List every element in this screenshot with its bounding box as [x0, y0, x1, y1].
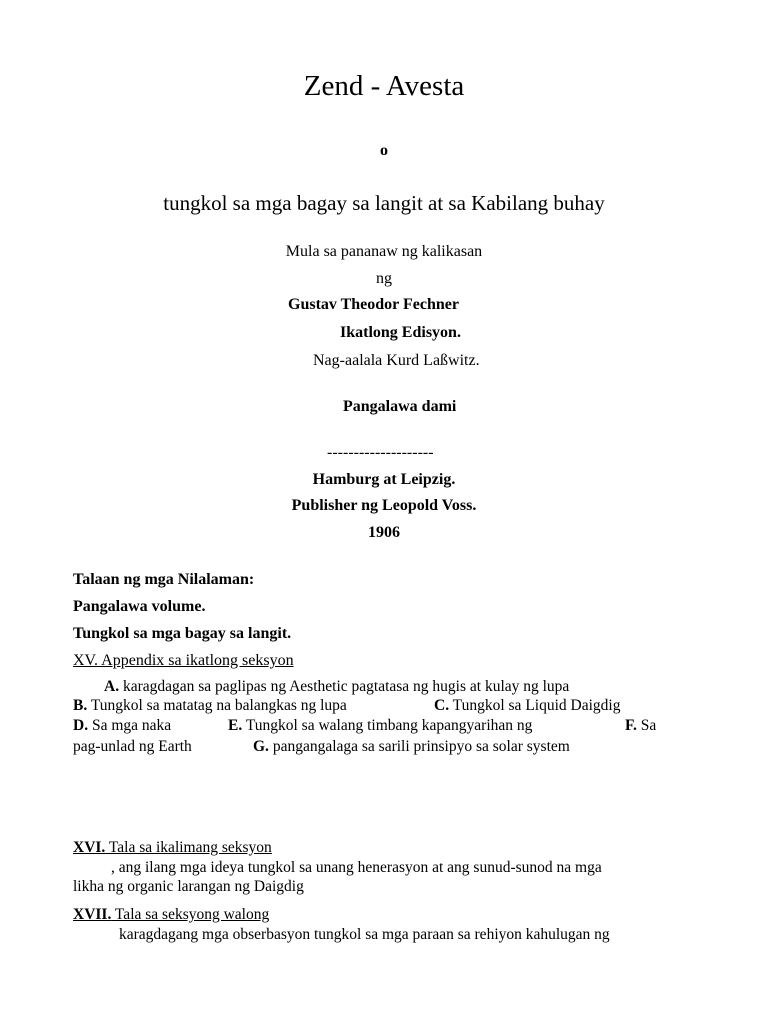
- editor-line: Nag-aalala Kurd Laßwitz.: [313, 352, 480, 369]
- section-xvii-numeral: XVII.: [73, 906, 112, 923]
- item-letter-g: G.: [253, 738, 269, 755]
- item-letter-d: D.: [73, 717, 89, 734]
- author-name: Gustav Theodor Fechner: [288, 296, 459, 313]
- publisher-line: Publisher ng Leopold Voss.: [291, 497, 477, 514]
- title-conjunction: o: [380, 142, 388, 159]
- toc-xv-line-1: [104, 678, 569, 696]
- by-line: ng: [376, 270, 392, 287]
- item-text-d: Sa mga naka: [88, 717, 172, 734]
- item-letter-b: B.: [73, 697, 88, 714]
- toc-section-xvii-heading: [73, 906, 269, 924]
- toc-xvi-line-1: , ang ilang mga ideya tungkol sa unang henerasyon at ang sunud-sunod na mga: [111, 859, 602, 876]
- item-letter-e: E.: [228, 717, 243, 734]
- item-text-e: Tungkol sa walang timbang kapangyarihan ng: [242, 717, 533, 734]
- item-text-a: karagdagan sa paglipas ng Aesthetic pagtatasa ng hugis at kulay ng lupa: [119, 678, 570, 695]
- toc-xv-line-4-left: [73, 738, 192, 756]
- toc-part-title: Tungkol sa mga bagay sa langit.: [73, 625, 292, 642]
- section-xvii-title: Tala sa seksyong walong: [111, 906, 270, 923]
- item-text-g: pangangalaga sa sarili prinsipyo sa solar system: [268, 738, 570, 755]
- document-subtitle: tungkol sa mga bagay sa langit at sa Kabilang buhay: [163, 191, 605, 215]
- toc-xv-line-3-middle: [228, 717, 532, 735]
- separator-line: --------------------: [327, 444, 434, 461]
- publication-place: Hamburg at Leipzig.: [312, 471, 456, 488]
- item-letter-a: A.: [104, 678, 120, 695]
- toc-xv-line-4-right: [253, 738, 570, 756]
- toc-section-xv-heading: XV. Appendix sa ikatlong seksyon: [73, 652, 294, 669]
- toc-section-xvi-heading: [73, 839, 272, 857]
- item-letter-c: C.: [434, 697, 450, 714]
- toc-xv-line-2-right: [434, 697, 620, 715]
- item-text-b: Tungkol sa matatag na balangkas ng lupa: [87, 697, 347, 714]
- volume-line: Pangalawa dami: [343, 398, 457, 415]
- perspective-line: Mula sa pananaw ng kalikasan: [285, 243, 483, 260]
- toc-xvi-line-2: likha ng organic larangan ng Daigdig: [73, 878, 304, 895]
- toc-volume: Pangalawa volume.: [73, 598, 206, 615]
- toc-xv-line-3-left: [73, 717, 171, 735]
- edition-line: Ikatlong Edisyon.: [340, 324, 461, 341]
- section-xvi-numeral: XVI.: [73, 839, 106, 856]
- item-text-f: Sa: [636, 717, 657, 734]
- item-text-f-cont: pag-unlad ng Earth: [73, 738, 192, 755]
- section-xvi-title: Tala sa ikalimang seksyon: [105, 839, 272, 856]
- toc-xv-line-3-right: [625, 717, 656, 735]
- publication-year: 1906: [368, 524, 400, 541]
- item-text-c: Tungkol sa Liquid Daigdig: [449, 697, 621, 714]
- toc-heading: Talaan ng mga Nilalaman:: [73, 571, 255, 588]
- toc-xvii-line-1: karagdagang mga obserbasyon tungkol sa mga paraan sa rehiyon kahulugan ng: [119, 926, 610, 943]
- toc-xv-line-2-left: [73, 697, 347, 715]
- document-title: Zend - Avesta: [303, 70, 465, 102]
- item-letter-f: F.: [625, 717, 637, 734]
